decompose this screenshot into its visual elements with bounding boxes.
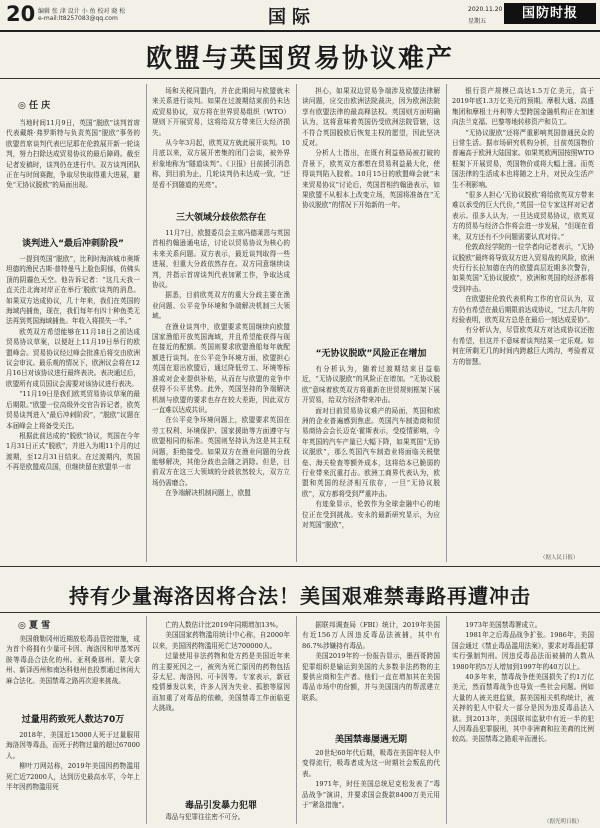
story2-col2-top [152, 620, 290, 796]
story1-subhead-3: “无协议脱欧”风险正在增加 [315, 349, 427, 359]
paragraph: 银行资产规模已高达1.5万亿美元，高于2019年底1.3万亿美元的预期。摩根大通、高盛集团和摩根士丹利等大型跨国金融机构正在加速向法兰克福、巴黎等地转移资产和员工。 [452, 87, 594, 127]
paragraph: 40多年来，禁毒战争使美国损失了约1万亿美元，然而禁毒战争也导致一些社会问题。例如大量的人被关进监狱，据美国相关机构统计，被关押的犯人中很大一部分是因为违反毒品法入狱。到2013年，美国联邦监狱中有近一半的犯人因毒品犯罪服刑，其中非洲裔和拉美裔的比例较高。美国禁毒之路艰辛而漫长。 [452, 673, 594, 744]
paragraph: 1971年，时任美国总统尼克松发表了“毒品战争”演讲，并要求国会拨款8400万美元用于“紧急措施”。 [302, 780, 440, 810]
column-divider [296, 616, 297, 824]
masthead [0, 0, 600, 32]
story2-col3-bottom [302, 748, 440, 824]
newspaper-logo: 国防时报 [504, 3, 596, 24]
story2-credit: （据光明日报） [544, 819, 583, 825]
paragraph: 1973年美国禁毒署成立。 [465, 621, 542, 629]
paragraph: 11月7日，欧盟委员会主席冯德莱恩与英国首相约翰逊通电话，讨论以贸易协议为核心的未来关系问题。双方表示，最近谈判取得一些进展，但重大分歧依然存在。双方同意继续谈判，并指示首席谈判代表加紧工作，争取达成协议。 [152, 229, 290, 290]
column-divider [446, 84, 447, 562]
paragraph: 美国2019年的一份报告显示，墨西哥跨国犯罪组织是输运到美国的大多数非法药物的主要供应商和生产者。他们一直在增加其在美国毒品市场中的份额，并与美国国内的帮派建立联系。 [302, 652, 440, 702]
divider [0, 612, 600, 613]
paragraph: 1981年之后毒品战争扩张。1986年，美国国会通过《禁止毒品滥用法案》，要求对毒品犯罪实行强制判刑。因违反毒品法而被捕的人数从1980年的5万人增加到1997年的40万以上。 [452, 631, 594, 671]
story1-byline: ◎ 任 庆 [18, 101, 51, 111]
paragraph: 伦敦政经学院的一位学者向记者表示，“无协议脱欧”最终将导致双方进入贸易战的风险，欧洲央行行长拉加德在内的欧盟高层近期多次警告，如果英国“无协议脱欧”，欧洲和英国的经济都将受到冲击。 [452, 243, 594, 293]
paragraph: 场和关税同盟内，并在此期间与欧盟就未来关系进行谈判。如果在过渡期结束前仍未达成贸易协议，双方将在世界贸易组织（WTO）规则下开展贸易，这将给双方带来巨大经济损失。 [152, 87, 290, 137]
paragraph: 据联邦调查局（FBI）统计，2019年美国有近156万人因违反毒品法被捕，其中有86.7%涉嫌持有毒品。 [302, 621, 440, 650]
column-divider [296, 84, 297, 562]
story1-col3-top [302, 86, 440, 334]
story1-col1-bottom [6, 254, 140, 560]
page-number: 20 [6, 2, 36, 26]
story1-col3-bottom [302, 364, 440, 560]
paragraph: 有分析认为，随着过渡期结束日益临近，“无协议脱欧”的风险正在增加。“无协议脱欧”意味着欧英双方将重新在世贸规则框架下展开贸易，给双方经济带来冲击。 [302, 365, 440, 405]
story1-subhead-2: 三大领域分歧依然存在 [175, 213, 266, 223]
story1-col4 [452, 86, 594, 552]
paragraph: 柳叶刀网站称，2019年美国因药物滥用死亡近72000人，达到历史最高水平，今年上半年因药物滥用死 [6, 762, 140, 792]
paragraph: 当地时间11月9日，英国“脱欧”谈判首席代表戴维·弗罗斯特与负责英国“脱欧”事务的欧盟首席谈判代表巴尼耶在伦敦展开新一轮谈判，努力扫除达成贸易协议的最后障碍。截至记者发稿时，谈判仍在进行中。双方谈判团队正在与时间赛跑，争取尽快取得重大进展，避免“无协议脱欧”的局面出现。 [6, 119, 140, 190]
paragraph: 毒品与犯罪往往密不可分。 [165, 813, 245, 821]
story1-col1-top [6, 118, 140, 226]
paragraph: 在渔业谈判中，欧盟要求英国继续向欧盟国家渔船开放英国海域，并且希望能获得与现在接近的配额。英国则要求欧盟渔船每年就配额进行谈判。在公平竞争环境方面，欧盟担心英国在退出欧盟后，通过降低劳工、环境等标准或对企业提供补贴，从而在与欧盟的竞争中获得不公平优势。此外，英国坚持的争端解决机制与欧盟的要求也存在较大差距，因此双方一直难以达成共识。 [152, 322, 290, 414]
divider [0, 566, 600, 567]
issue-weekday: 星期五 [468, 18, 487, 25]
paragraph: 分析人士指出，在既有利益格局被打破的背景下，欧英双方都想在贸易利益最大化，使得谈判陷入胶着。10月15日的欧盟峰会就“未来贸易协议”讨论后，英国首相约翰逊表示，如果欧盟不从根本上改变立场，英国将准备在“无协议脱欧”的情况下开始新的一年。 [302, 149, 440, 210]
editor-line: 编辑 张 津 设计 小 鱼 校对 晓 松 [38, 8, 126, 15]
paragraph: 2018年，美国近15000人死于过量服用海洛因等毒品，而死于药物过量的超过67000人。 [6, 731, 140, 760]
email-line: e-mail:lt8257083@qq.com [38, 15, 118, 22]
story2-col1-top [6, 634, 140, 706]
story2-col1-bottom [6, 730, 140, 824]
paragraph: “无协议脱欧”还将严重影响英国普通民众的日常生活。据市场研究机构分析，目前英国物价普遍高于欧洲大陆国家。如果英欧两国按照WTO框架下开展贸易，英国物价或将大幅上涨。而英国法律的生活成本也将随之上升，对民众生活产生不利影响。 [452, 128, 594, 189]
story1-credit: （据人民日报） [540, 555, 579, 561]
story2-subhead-3: 美国禁毒屡遇无期 [334, 735, 407, 745]
paragraph: 亡的人数估计比2019年同期增加13%。 [165, 621, 283, 629]
story2-byline: ◎ 夏 雪 [18, 621, 51, 631]
paragraph: 担心，如果双边贸易争端涉及欧盟法律解读问题，应交由欧洲法院裁决，因为欧洲法院享有欧盟法律的最高释法权。英国则方面明确认为，这将意味着英国仍受欧洲法院管辖，这不符合英国脱欧后恢复主权的愿望，因此坚决反对。 [302, 87, 440, 148]
paragraph: 据悉，目前欧英双方的重大分歧主要在渔业问题、公平竞争环境和争端解决机制三大领域。 [152, 291, 290, 321]
column-divider [446, 616, 447, 824]
story1-col2-bottom [152, 228, 290, 560]
paragraph: 从今年3月起，欧英双方就此展开谈判。10月底以来，双方展开密集的闭门会谈，被外界形象地称为“隧道谈判”。《卫报》日前援引消息称，到目前为止，几轮谈判仍未达成一致，“还是看不到隧道的光亮”。 [152, 139, 290, 189]
paragraph: “很多人担心‘无协议脱欧’将给欧英双方带来难以承受的巨大代价，”英国一位专家这样对记者表示。很多人认为，一旦达成贸易协议，欧英双方的贸易与经济合作将会进一步发展，“但现在看来，双方还有不少问题需要认真对待。” [452, 191, 594, 241]
paragraph: 根据此前达成的“脱欧”协议，英国在今年1月31日正式“脱欧”，并进入为期11个月的过渡期，至12月31日结束。在过渡期内，英国不再是欧盟成员国，但继续留在欧盟单一市 [6, 431, 140, 472]
divider [0, 78, 600, 79]
paragraph: 有分析认为，尽管欧英双方对达成协议还抱有希望，但这并不意味着谈判结果一定乐观。如何在所剩无几的时间内跨越巨大鸿沟，考验着双方的智慧。 [452, 326, 594, 366]
paragraph: “11月19日是我们欧英贸易协议草案的最后期限。”欧盟一位高级外交官告诉记者，欧英贸易谈判进入“最后冲刺阶段”，“脱欧”议题在本届峰会上将备受关注。 [6, 390, 140, 430]
story2-subhead-1: 过量用药致死人数达70万 [21, 715, 125, 725]
paragraph: 美国俄勒冈州近期放松毒品管控措施，成为首个将拥有少量可卡因、海洛因和甲基苯丙胺等毒品合法化的州。亚利桑那州、蒙大拿州、新泽西州和南达科他州也投票通过休闲大麻合法化。美国禁毒之路再次迎来挑战。 [6, 635, 140, 685]
story2-subhead-2: 毒品引发暴力犯罪 [184, 801, 257, 811]
paragraph: 一提到英国“脱欧”，比利时海滨城市奥斯坦德的渔民古斯·普特曼马上脸色阴郁，仿佛头顶的阴霾色天空。他告诉记者：“这几天我一直关注北海对岸正在举行‘脱欧’谈判的消息。如果双方达成协议，几十年来，我们在英国的海域内捕鱼，现在，我们每年有四十种鱼类无法再到英国海域捕鱼。年收入将损失一半。” [6, 255, 140, 326]
section-title: 国际 [268, 7, 316, 28]
paragraph: 在争端解决机制问题上，欧盟 [165, 489, 251, 498]
paragraph: 在公平竞争环境问题上，欧盟要求英国在劳工权利、环境保护、国家援助等方面遵守与欧盟相同的标准。英国则坚持认为这是其主权问题，拒绝接受。如果双方在渔业问题的分歧能够解决，其他分歧也会随之消除。但是，目前双方在这三大领域的分歧依然较大，双方立场仍需磨合。 [152, 416, 290, 487]
story1-subhead-1: 谈判进入“最后冲刺阶段” [22, 239, 124, 249]
story2-col2-bottom [152, 812, 290, 824]
story1-headline: 欧盟与英国贸易协议难产 [145, 44, 454, 74]
paragraph: 面对目前贸易协议难产的局面，英国和欧洲的企业普遍感到焦虑。英国汽车制造商和贸易商协会会长迈克·霍斯表示，受疫情影响，今年英国的汽车产量已大幅下降，如果英国“无协议脱欧”，那么英国汽车制造业将面临关税壁垒、海关检查等额外成本，这将给本已脆弱的行业带来沉重打击。欧洲工商界代表认为，欧盟和英国的经济相互依存，一旦“无协议脱欧”，双方都将受到严重冲击。 [302, 406, 440, 498]
paragraph: 过量使用非法药物和处方药是美国近年来的主要死因之一，被列为死亡原因的药物包括芬太尼、海洛因、可卡因等。专家表示，新冠疫情暴发以来，许多人因为失业、孤独等原因而加重了对毒品的依赖，美国禁毒工作面临更大挑战。 [152, 652, 290, 713]
column-divider [146, 616, 147, 824]
story1-col2-top [152, 86, 290, 208]
story2-col3-top [302, 620, 440, 728]
column-divider [146, 84, 147, 562]
paragraph: 有迹象显示，伦敦作为全球金融中心的地位正在受到挑战。安永的最新研究显示，为应对英国“脱欧”， [302, 500, 440, 530]
paragraph: 20世纪60年代后期，吸毒在美国年轻人中变得流行，吸毒者成为这一时期社会叛乱的代表。 [302, 749, 440, 778]
paragraph: 欧英双方希望能够在11月18日之前达成贸易协议草案，以便赶上11月19日举行的欧盟峰会。贸易协议经过峰会批准后将交由欧洲议会审议。最乐观的情况下，欧洲议会将在12月16日对该协议进行最终表决。表决通过后，欧盟所有成员国议会需要对该协议进行表决。 [6, 327, 140, 388]
story2-col4 [452, 620, 594, 816]
paragraph: 美国国家药物滥用统计中心称，自2000年以来，美国因药物滥用死亡达700000人。 [152, 631, 290, 650]
issue-date: 2020.11.20 [468, 6, 503, 13]
story2-headline: 持有少量海洛因将合法！美国艰难禁毒路再遭冲击 [69, 584, 531, 608]
paragraph: 在欧盟驻伦敦代表机构工作的官员认为，双方仍有希望在最后期限前达成协议，“过去几年的经验表明，欧英双方总是在最后一刻达成妥协”。 [452, 295, 594, 324]
